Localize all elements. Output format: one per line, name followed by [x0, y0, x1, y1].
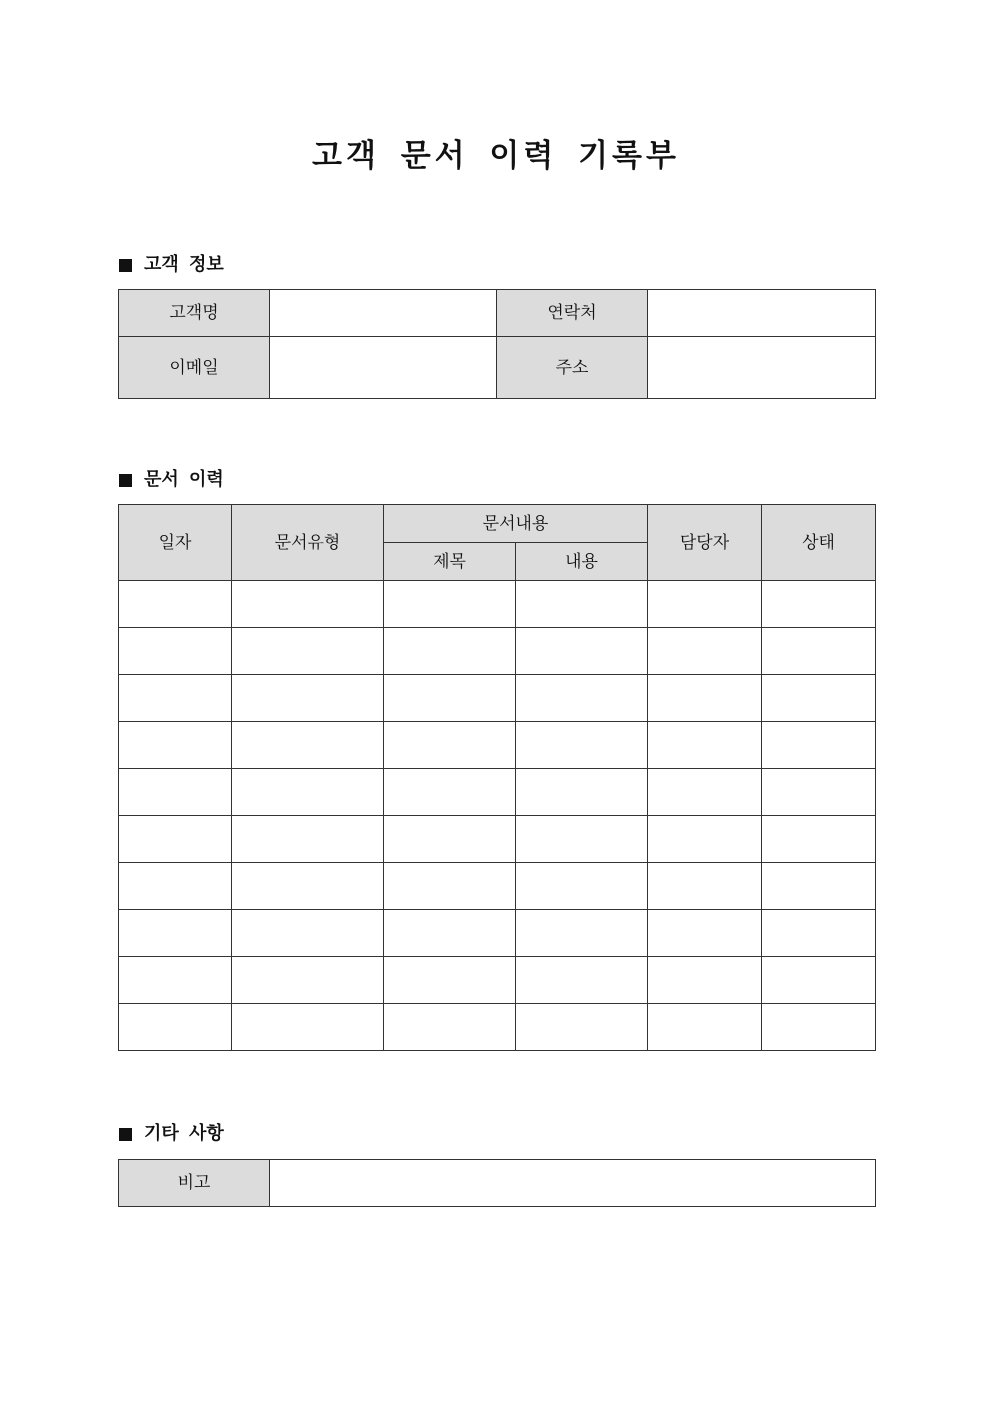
history-cell-status[interactable]	[762, 722, 876, 769]
history-cell-doc-title[interactable]	[384, 957, 516, 1004]
history-cell-status[interactable]	[762, 957, 876, 1004]
history-cell-doc-title[interactable]	[384, 581, 516, 628]
history-cell-date[interactable]	[119, 816, 232, 863]
history-cell-manager[interactable]	[648, 581, 762, 628]
label-customer-name: 고객명	[119, 290, 270, 337]
history-cell-doc-type[interactable]	[232, 816, 384, 863]
label-phone: 연락처	[497, 290, 648, 337]
column-header-manager: 담당자	[648, 505, 762, 581]
page-title: 고객 문서 이력 기록부	[312, 138, 680, 174]
customer-row-2	[119, 337, 876, 399]
history-cell-doc-type[interactable]	[232, 957, 384, 1004]
history-cell-status[interactable]	[762, 769, 876, 816]
history-cell-doc-title[interactable]	[384, 910, 516, 957]
history-cell-doc-title[interactable]	[384, 1004, 516, 1051]
history-row	[119, 628, 876, 675]
history-cell-doc-title[interactable]	[384, 816, 516, 863]
history-cell-doc-title[interactable]	[384, 863, 516, 910]
history-cell-doc-type[interactable]	[232, 769, 384, 816]
history-cell-status[interactable]	[762, 863, 876, 910]
history-row	[119, 863, 876, 910]
history-row	[119, 816, 876, 863]
history-cell-manager[interactable]	[648, 910, 762, 957]
history-cell-doc-type[interactable]	[232, 863, 384, 910]
history-cell-date[interactable]	[119, 910, 232, 957]
history-cell-doc-body[interactable]	[516, 769, 648, 816]
history-cell-manager[interactable]	[648, 722, 762, 769]
history-cell-doc-title[interactable]	[384, 722, 516, 769]
history-cell-doc-type[interactable]	[232, 722, 384, 769]
history-cell-doc-body[interactable]	[516, 722, 648, 769]
history-cell-doc-body[interactable]	[516, 863, 648, 910]
column-header-doc-type: 문서유형	[232, 505, 384, 581]
section-heading-history-label: 문서 이력	[144, 469, 224, 490]
history-row	[119, 722, 876, 769]
document-history-table	[118, 504, 876, 1051]
history-cell-doc-type[interactable]	[232, 1004, 384, 1051]
history-row	[119, 910, 876, 957]
history-cell-date[interactable]	[119, 863, 232, 910]
history-cell-manager[interactable]	[648, 675, 762, 722]
history-cell-date[interactable]	[119, 628, 232, 675]
history-cell-doc-body[interactable]	[516, 581, 648, 628]
history-cell-status[interactable]	[762, 1004, 876, 1051]
history-cell-doc-body[interactable]	[516, 910, 648, 957]
square-bullet-icon	[119, 259, 132, 272]
history-header-row-1	[119, 505, 876, 543]
section-heading-notes	[119, 1122, 224, 1146]
field-customer-name[interactable]	[270, 290, 497, 337]
history-row	[119, 769, 876, 816]
history-cell-manager[interactable]	[648, 816, 762, 863]
history-cell-date[interactable]	[119, 722, 232, 769]
history-cell-date[interactable]	[119, 675, 232, 722]
history-cell-doc-title[interactable]	[384, 628, 516, 675]
field-remarks[interactable]	[270, 1160, 876, 1207]
history-cell-status[interactable]	[762, 628, 876, 675]
history-cell-date[interactable]	[119, 581, 232, 628]
history-cell-doc-body[interactable]	[516, 816, 648, 863]
history-cell-manager[interactable]	[648, 769, 762, 816]
history-cell-doc-body[interactable]	[516, 675, 648, 722]
history-row	[119, 957, 876, 1004]
label-remarks: 비고	[119, 1160, 270, 1207]
notes-row	[119, 1160, 876, 1207]
history-cell-date[interactable]	[119, 957, 232, 1004]
section-heading-customer-label: 고객 정보	[144, 254, 224, 275]
history-cell-doc-body[interactable]	[516, 957, 648, 1004]
history-cell-manager[interactable]	[648, 957, 762, 1004]
field-address[interactable]	[648, 337, 876, 399]
history-cell-doc-type[interactable]	[232, 675, 384, 722]
history-cell-doc-title[interactable]	[384, 769, 516, 816]
history-table-body	[119, 581, 876, 1051]
history-cell-manager[interactable]	[648, 863, 762, 910]
history-row	[119, 581, 876, 628]
column-header-status: 상태	[762, 505, 876, 581]
history-cell-doc-type[interactable]	[232, 910, 384, 957]
section-heading-customer	[119, 253, 224, 277]
column-header-doc-body: 내용	[516, 543, 648, 581]
history-row	[119, 1004, 876, 1051]
history-cell-manager[interactable]	[648, 628, 762, 675]
history-cell-date[interactable]	[119, 769, 232, 816]
section-heading-history	[119, 468, 224, 492]
customer-row-1	[119, 290, 876, 337]
field-email[interactable]	[270, 337, 497, 399]
label-email: 이메일	[119, 337, 270, 399]
history-cell-doc-body[interactable]	[516, 628, 648, 675]
square-bullet-icon	[119, 474, 132, 487]
history-cell-date[interactable]	[119, 1004, 232, 1051]
customer-info-table	[118, 289, 876, 399]
column-header-doc-content: 문서내용	[384, 505, 648, 543]
notes-table	[118, 1159, 876, 1207]
history-cell-status[interactable]	[762, 581, 876, 628]
history-cell-doc-title[interactable]	[384, 675, 516, 722]
section-heading-notes-label: 기타 사항	[144, 1123, 224, 1144]
square-bullet-icon	[119, 1128, 132, 1141]
field-phone[interactable]	[648, 290, 876, 337]
history-cell-status[interactable]	[762, 910, 876, 957]
history-cell-manager[interactable]	[648, 1004, 762, 1051]
history-cell-doc-type[interactable]	[232, 628, 384, 675]
history-cell-doc-type[interactable]	[232, 581, 384, 628]
history-cell-doc-body[interactable]	[516, 1004, 648, 1051]
history-row	[119, 675, 876, 722]
history-cell-status[interactable]	[762, 675, 876, 722]
history-cell-status[interactable]	[762, 816, 876, 863]
label-address: 주소	[497, 337, 648, 399]
column-header-date: 일자	[119, 505, 232, 581]
column-header-doc-title: 제목	[384, 543, 516, 581]
